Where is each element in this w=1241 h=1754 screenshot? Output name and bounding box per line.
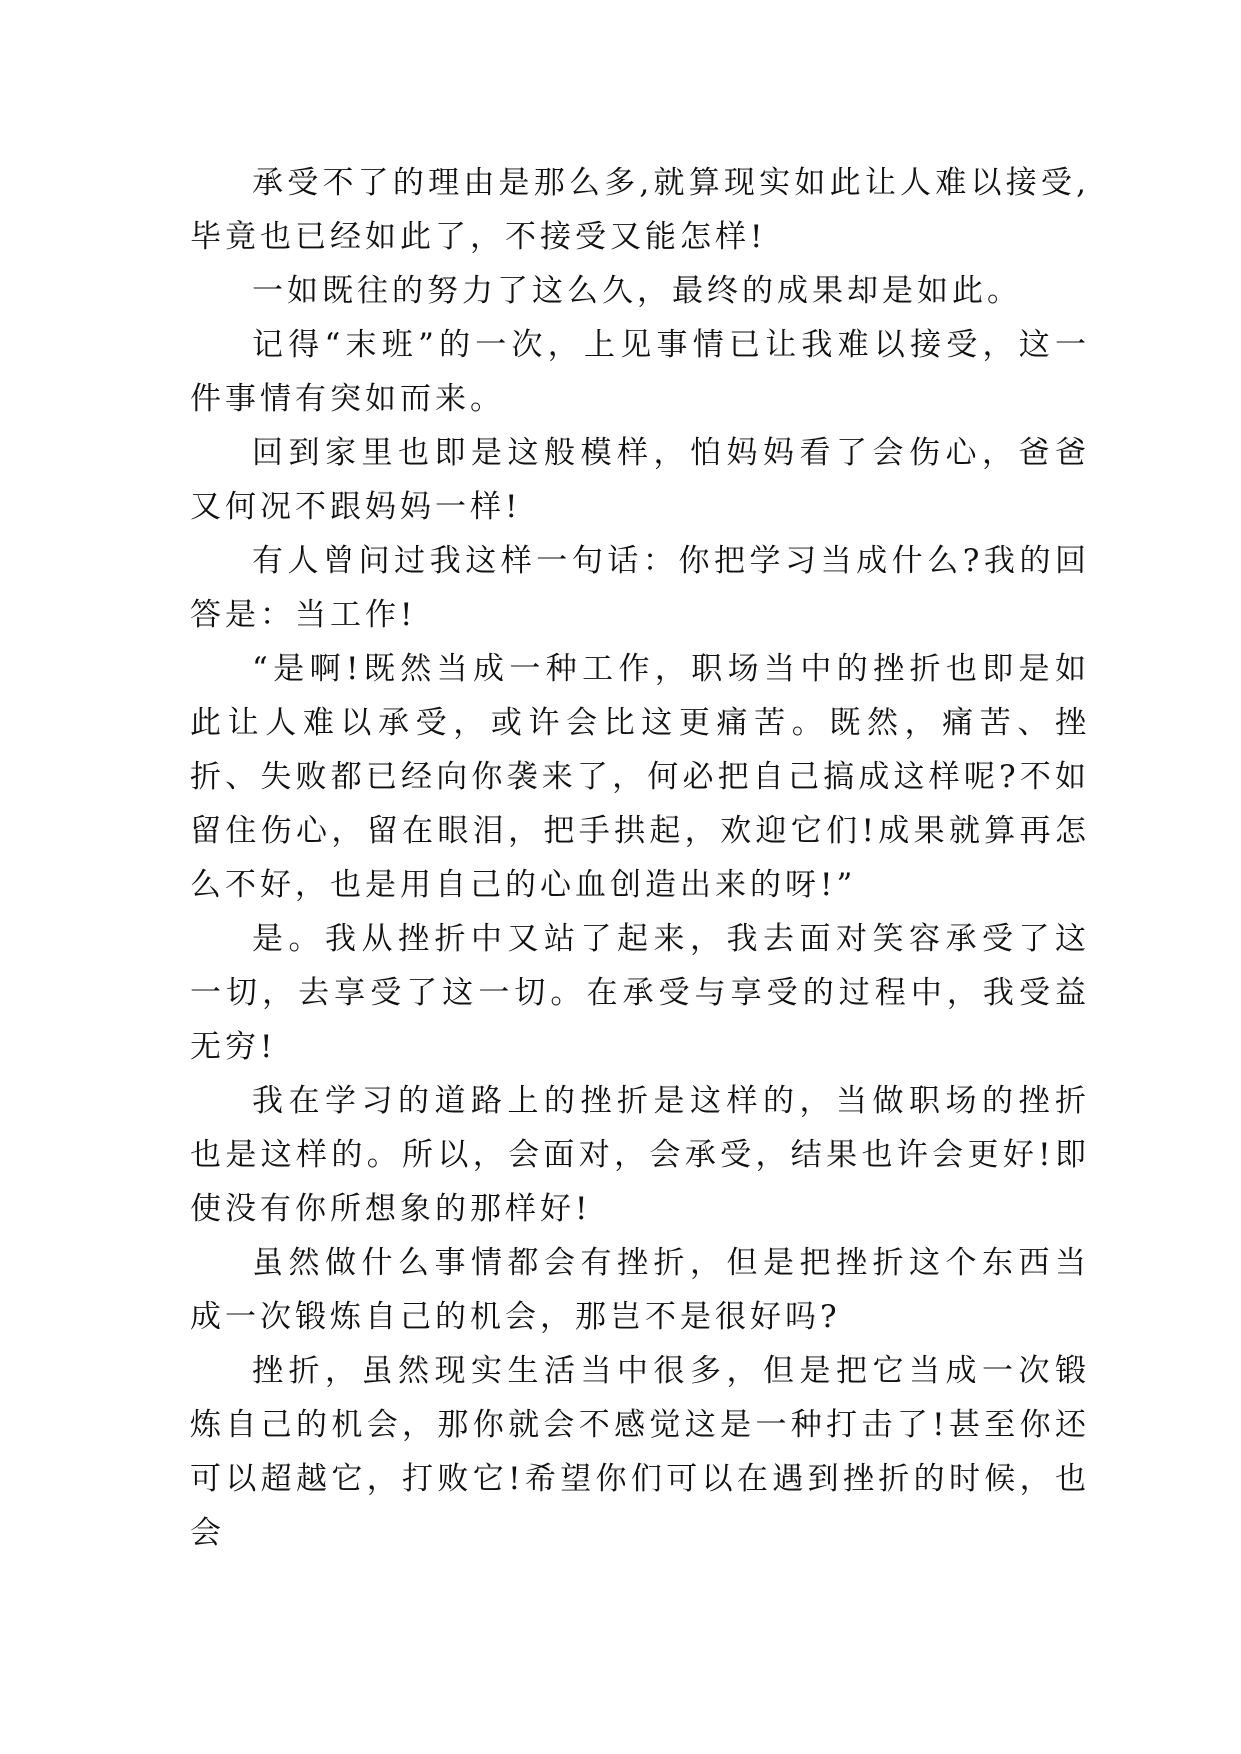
paragraph: 记得“末班”的一次，上见事情已让我难以接受，这一件事情有突如而来。 [190, 327, 1090, 417]
paragraph: 一如既往的努力了这么久，最终的成果却是如此。 [252, 273, 1022, 309]
paragraph: 承受不了的理由是那么多,就算现实如此让人难以接受,毕竟也已经如此了，不接受又能怎样! [190, 165, 1090, 255]
paragraph: 是。我从挫折中又站了起来，我去面对笑容承受了这一切，去享受了这一切。在承受与享受的过程中，我受益无穷! [190, 921, 1090, 1065]
paragraph: 虽然做什么事情都会有挫折，但是把挫折这个东西当成一次锻炼自己的机会，那岂不是很好吗? [190, 1245, 1090, 1335]
document-body [190, 156, 1090, 1560]
paragraph: 我在学习的道路上的挫折是这样的，当做职场的挫折也是这样的。所以，会面对，会承受，结果也许会更好!即使没有你所想象的那样好! [190, 1083, 1090, 1227]
paragraph: “是啊!既然当成一种工作，职场当中的挫折也即是如此让人难以承受，或许会比这更痛苦。既然，痛苦、挫折、失败都已经向你袭来了，何必把自己搞成这样呢?不如留住伤心，留在眼泪，把手拱起，欢迎它们!成果就算再怎么不好，也是用自己的心血创造出来的呀!” [190, 651, 1090, 903]
paragraph: 有人曾问过我这样一句话：你把学习当成什么?我的回答是：当工作! [190, 543, 1090, 633]
paragraph: 挫折，虽然现实生活当中很多，但是把它当成一次锻炼自己的机会，那你就会不感觉这是一种打击了!甚至你还可以超越它，打败它!希望你们可以在遇到挫折的时候，也会 [190, 1353, 1090, 1551]
paragraph: 回到家里也即是这般模样，怕妈妈看了会伤心，爸爸又何况不跟妈妈一样! [190, 435, 1090, 525]
